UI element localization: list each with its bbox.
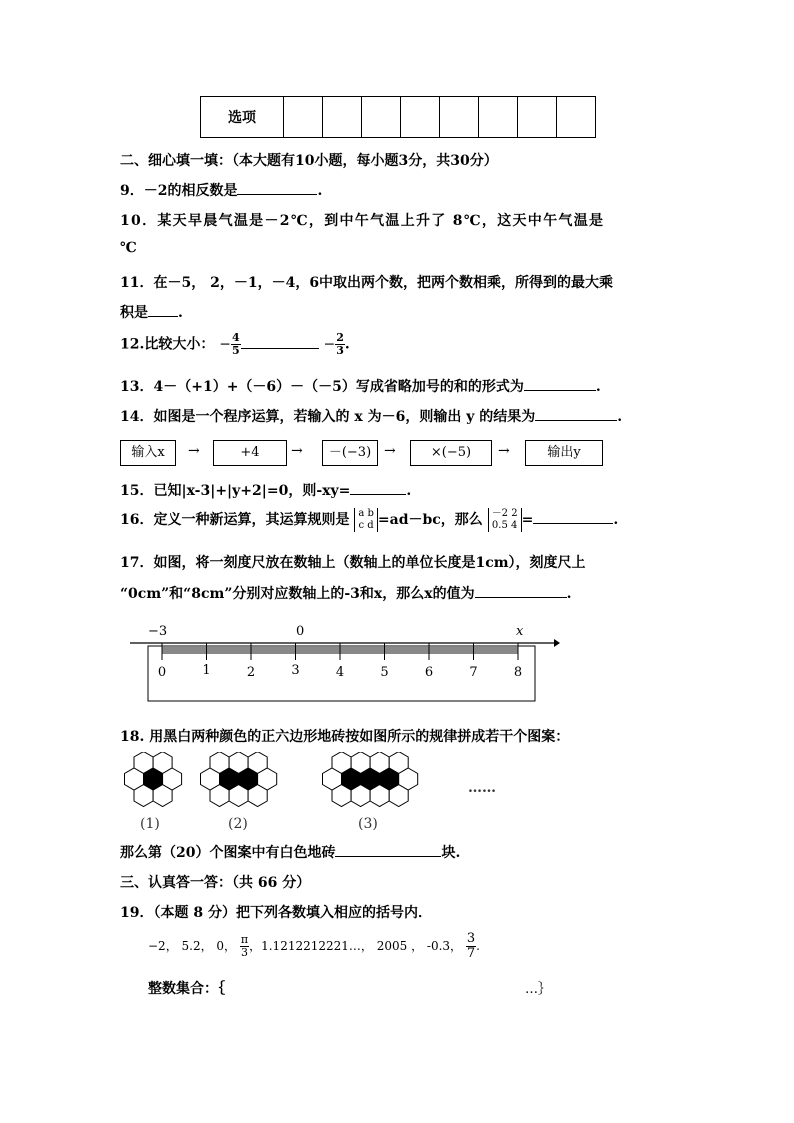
black-tile: [361, 768, 380, 790]
q19-number-list: [148, 932, 480, 961]
question-17-line2: [120, 583, 572, 603]
ruler-label: 2: [246, 665, 256, 680]
axis-label-0: 0: [296, 624, 305, 639]
q17-answer-blank[interactable]: [475, 583, 567, 598]
q15-answer-blank[interactable]: [350, 480, 406, 495]
q13-end: .: [595, 379, 601, 395]
answer-cell[interactable]: [479, 97, 518, 138]
q13-answer-blank[interactable]: [524, 376, 596, 391]
axis-label-x: x: [516, 624, 524, 639]
white-tile: [399, 768, 418, 790]
axis-label-neg3: −3: [148, 624, 168, 639]
ruler-label: 1: [202, 663, 211, 678]
integer-set-end: …｝: [525, 982, 552, 997]
options-header-cell: 选项: [201, 97, 284, 138]
answer-options-table: [200, 96, 596, 138]
question-18: 18. 用黑白两种颜色的正六边形地砖按如图所示的规律拼成若干个图案：: [120, 729, 570, 745]
question-11-line2: [120, 302, 183, 322]
arrow-icon: →: [291, 443, 303, 459]
question-9: [120, 180, 322, 200]
q18-answer-text: 那么第（20）个图案中有白色地砖: [120, 845, 336, 861]
hexagon-tile-patterns: [118, 752, 518, 830]
question-18-answer: [120, 842, 460, 862]
white-tile: [258, 768, 277, 790]
flow-box-times-neg5: ×(−5): [410, 440, 492, 466]
q14-answer-blank[interactable]: [535, 406, 617, 421]
q9-end: .: [317, 183, 323, 199]
q16-mid: =ad－bc，那么: [377, 512, 483, 528]
arrow-icon: →: [384, 443, 396, 459]
question-14: [120, 406, 622, 426]
ruler-label: 8: [513, 665, 523, 680]
answer-cell[interactable]: [323, 97, 362, 138]
question-11-line1: 11．在－5， 2，－1，－4，6中取出两个数，把两个数相乘，所得到的最大乘: [120, 275, 614, 291]
question-16: [120, 508, 618, 532]
answer-cell[interactable]: [362, 97, 401, 138]
q17-end: .: [566, 586, 572, 602]
axis-arrowhead: [554, 639, 560, 647]
pattern-caption-2: (2): [228, 816, 248, 830]
fraction-pi-3: $\frac{\pi}{3}$: [240, 933, 249, 959]
arrow-icon: →: [498, 443, 510, 459]
q15-end: .: [406, 483, 412, 499]
fraction-3-7: $\frac{3}{7}$: [466, 931, 476, 961]
hexagon-tiles: [125, 752, 418, 807]
q16-answer-blank[interactable]: [533, 509, 613, 524]
q17-text: “0cm”和“8cm”分别对应数轴上的-3和x，那么x的值为: [120, 586, 475, 602]
answer-cell[interactable]: [440, 97, 479, 138]
q16-text: 16．定义一种新运算，其运算规则是: [120, 512, 350, 528]
white-tile: [163, 768, 182, 790]
answer-cell[interactable]: [557, 97, 596, 138]
q19-numbers-b: ，1.1212212221…， 2005 ， -0.3，: [249, 939, 463, 953]
white-tile: [323, 768, 342, 790]
determinant-values: －2 2 0.5 4: [488, 508, 522, 532]
ruler-label: 6: [424, 665, 434, 680]
q11-answer-blank[interactable]: [148, 302, 178, 317]
q15-text: 15．已知|x-3|+|y+2|=0，则-xy=: [120, 483, 351, 499]
q13-text: 13．4－（+1）+（－6）－（－5）写成省略加号的和的形式为: [120, 379, 524, 395]
question-13: [120, 376, 601, 396]
q9-answer-blank[interactable]: [237, 180, 317, 195]
q19-numbers-end: .: [476, 939, 480, 953]
ruler-label: 3: [291, 663, 300, 678]
black-tile: [220, 768, 239, 790]
determinant-abcd: a b c d: [354, 508, 378, 532]
flow-box-minus-neg3: －(−3): [322, 440, 378, 466]
q12-answer-blank[interactable]: [241, 334, 319, 349]
flow-box-input: 输入x: [120, 440, 176, 466]
q11-text: 积是: [120, 305, 148, 321]
black-tile: [144, 768, 163, 790]
white-tile: [125, 768, 144, 790]
q16-equals: =: [521, 512, 534, 528]
pattern-caption-1: (1): [140, 816, 160, 830]
section-3-heading: 三、认真答一答：（共 66 分）: [120, 875, 311, 891]
ruler-label: 5: [380, 665, 389, 680]
answer-cell[interactable]: [518, 97, 557, 138]
q16-end: .: [613, 512, 619, 528]
pattern-caption-3: (3): [358, 816, 378, 830]
question-17-line1: 17．如图，将一刻度尺放在数轴上（数轴上的单位长度是1cm），刻度尺上: [120, 555, 586, 571]
black-tile: [342, 768, 361, 790]
q14-text: 14．如图是一个程序运算，若输入的 x 为－6，则输出 y 的结果为: [120, 409, 536, 425]
answer-cell[interactable]: [401, 97, 440, 138]
question-10-line1: 10．某天早晨气温是－2℃，到中午气温上升了 8℃，这天中午气温是: [120, 213, 605, 229]
flow-box-add-4: +4: [213, 440, 287, 466]
q14-end: .: [617, 409, 623, 425]
q18-answer-blank[interactable]: [335, 842, 441, 857]
ruler-number-line-figure: [120, 618, 560, 708]
q11-end: .: [178, 305, 183, 321]
black-tile: [380, 768, 399, 790]
question-10-line2: ℃: [120, 240, 137, 256]
arrow-icon: →: [188, 443, 200, 459]
q19-numbers-a: −2， 5.2， 0，: [148, 939, 237, 953]
question-12: 12.比较大小： − $\frac{4}{5}$ − $\frac{2}{3}$ .: [120, 331, 350, 357]
ruler-label: 7: [469, 665, 478, 680]
pattern-ellipsis: ……: [468, 780, 496, 796]
question-19: 19．（本题 8 分）把下列各数填入相应的括号内．: [120, 905, 432, 921]
ruler-label: 4: [335, 665, 345, 680]
fraction-2-3: $\frac{2}{3}$: [336, 331, 344, 357]
white-tile: [201, 768, 220, 790]
q12-text: 12.比较大小：: [120, 336, 215, 353]
fraction-4-5: $\frac{4}{5}$: [231, 331, 240, 357]
question-15: [120, 480, 411, 500]
black-tile: [239, 768, 258, 790]
q9-text: 9．－2的相反数是: [120, 183, 238, 199]
answer-cell[interactable]: [284, 97, 323, 138]
flow-box-output: 输出y: [525, 440, 603, 466]
integer-set-label: 整数集合：｛: [148, 981, 225, 997]
ruler-label: 0: [157, 665, 167, 680]
section-2-heading: 二、细心填一填：（本大题有10小题，每小题3分，共30分）: [120, 153, 498, 169]
q18-answer-suffix: 块.: [441, 845, 461, 861]
q12-end: .: [344, 336, 350, 353]
